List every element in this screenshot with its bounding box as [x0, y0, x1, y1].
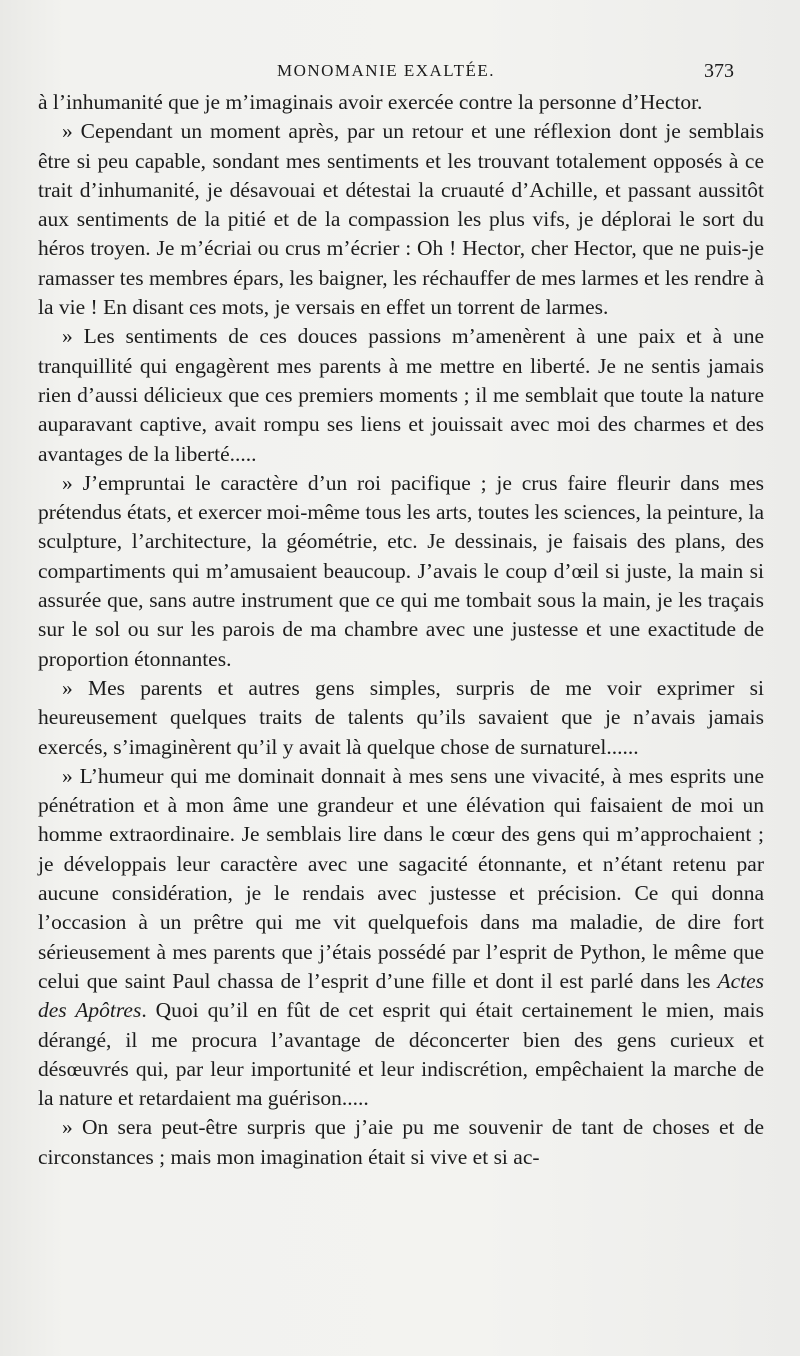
paragraph: » Mes parents et autres gens simples, surpris de me voir exprimer si heureusement quelques traits de talents qu’ils savaient que je n’avais jamais exercés, s’imaginèrent qu’il y avait là quelque chose de surnaturel...... [38, 675, 764, 759]
paragraph: » Les sentiments de ces douces passions m’amenèrent à une paix et à une tranquillité qui engagèrent mes parents à me mettre en liberté. Je ne sentis jamais rien d’aussi délicieux que ces premiers moments ; il me semblait que toute la nature auparavant captive, avait rompu ses liens et jouissait avec moi des charmes et des avantages de la liberté..... [38, 324, 764, 466]
paragraph-text: » L’humeur qui me dominait donnait à mes sens une vivacité, à mes esprits une pénétration et à mon âme une grandeur et une élévation qui faisaient de moi un homme extraordinaire. Je semblais lire dans le cœur des gens qui m’approchaient ; je développais leur caractère avec une sagacité étonnante, et n’étant retenu par aucune considération, je le rendais avec justesse et précision. Ce qui donna l’occasion à un prêtre qui me vit quelquefois dans ma maladie, de dire fort sérieusement à mes parents que j’étais possédé par l’esprit de Python, le même que celui que saint Paul chassa de l’esprit d’une fille et dont il est parlé dans les [38, 763, 764, 993]
paragraph: » J’empruntai le caractère d’un roi pacifique ; je crus faire fleurir dans mes prétendus états, et exercer moi-même tous les arts, toutes les sciences, la peinture, la sculpture, l’architecture, la géométrie, etc. Je dessinais, je faisais des plans, des compartiments qui m’amusaient beaucoup. J’avais le coup d’œil si juste, la main si assurée que, sans autre instrument que ce qui me tombait sous la main, je les traçais sur le sol ou sur les parois de ma chambre avec une justesse et une exactitude de proportion étonnantes. [38, 470, 764, 671]
paragraph-text: . Quoi qu’il en fût de cet esprit qui était certainement le mien, mais dérangé, il me procura l’avantage de déconcerter bien des gens curieux et désœuvrés qui, par leur importunité et leur indiscrétion, empêchaient la marche de la nature et retardaient ma guérison..... [38, 998, 764, 1111]
paragraph: » On sera peut-être surpris que j’aie pu me souvenir de tant de choses et de circonstances ; mais mon imagination était si vive et si ac- [38, 1115, 764, 1169]
paragraph: » Cependant un moment après, par un retour et une réflexion dont je semblais être si peu capable, sondant mes sentiments et les trouvant totalement opposés à ce trait d’inhumanité, je désavouai et détestai la cruauté d’Achille, et passant aussitôt aux sentiments de la pitié et de la compassion les plus vifs, je déplorai le sort du héros troyen. Je m’écriai ou crus m’écrier : Oh ! Hector, cher Hector, que ne puis-je ramasser tes membres épars, les baigner, les réchauffer de mes larmes et les rendre à la vie ! En disant ces mots, je versais en effet un torrent de larmes. [38, 119, 764, 320]
italic-book-title: Actes des Apôtres [38, 968, 765, 1023]
paragraph-continuation: à l’inhumanité que je m’imaginais avoir exercée contre la personne d’Hector. [38, 90, 703, 114]
running-header [38, 58, 734, 84]
paragraph [38, 762, 764, 1114]
running-title: MONOMANIE EXALTÉE. [276, 61, 496, 80]
page-number: 373 [704, 60, 734, 82]
body-text [38, 88, 764, 1172]
